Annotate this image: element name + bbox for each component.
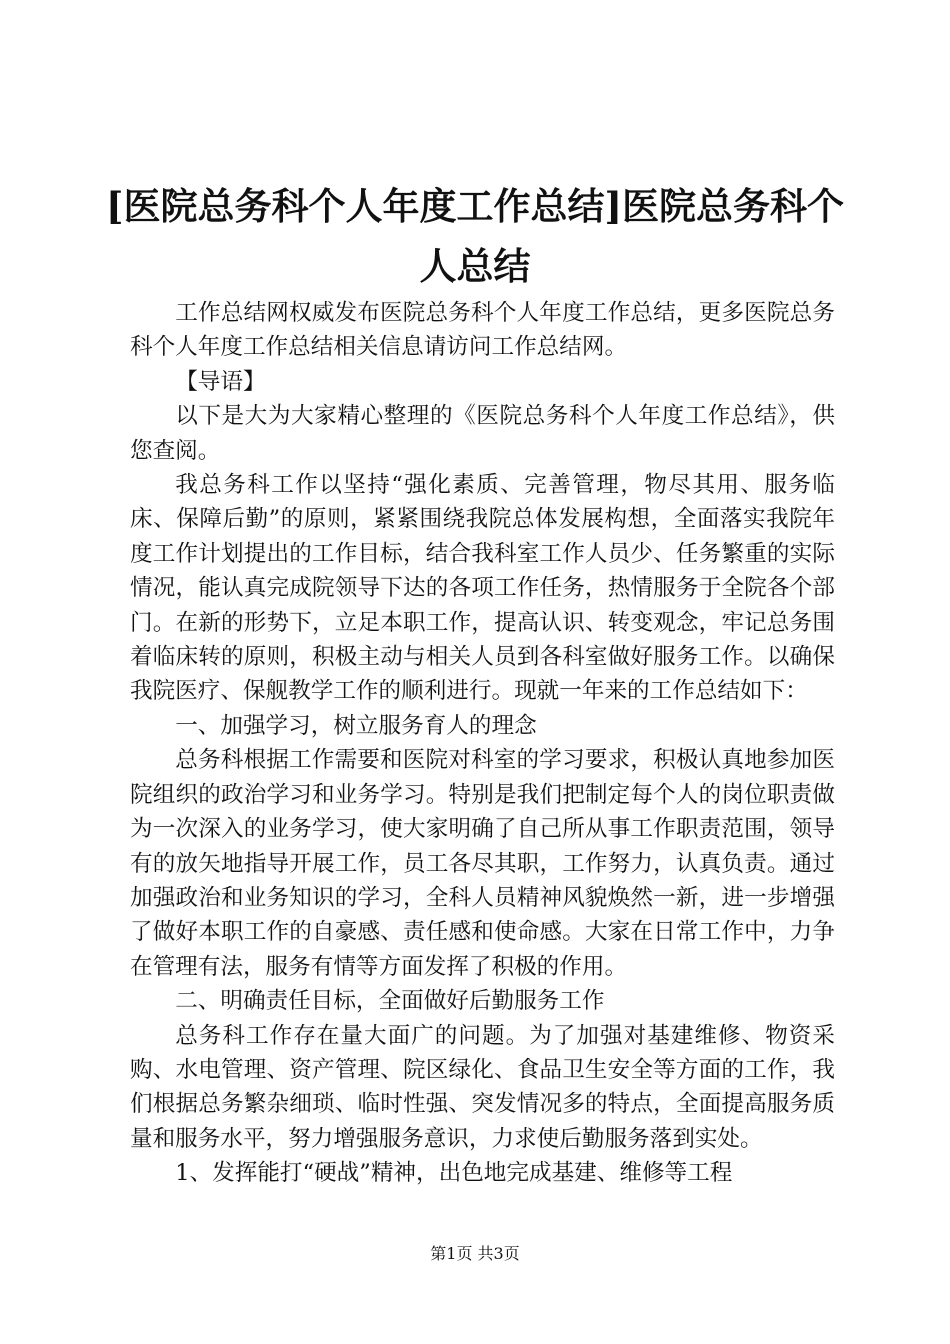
section-heading-2: 二、明确责任目标，全面做好后勤服务工作 [175,988,605,1015]
paragraph-lead-label: 【导语】 [175,368,266,395]
paragraph-section-2: 总务科工作存在量大面广的问题。为了加强对基建维修、物资采购、水电管理、资产管理、院区绿化、食品卫生安全等方面的工作，我们根据总务繁杂细琐、临时性强、突发情况多的特点，全面提高服务质量和服务水平，努力增强服务意识，力求使后勤服务落到实处。 [130,1022,835,1152]
paragraph-overview: 我总务科工作以坚持“强化素质、完善管理，物尽其用、服务临床、保障后勤”的原则，紧紧围绕我院总体发展构想，全面落实我院年度工作计划提出的工作目标，结合我科室工作人员少、任务繁重的实际情况，能认真完成院领导下达的各项工作任务，热情服务于全院各个部门。在新的形势下，立足本职工作，提高认识、转变观念，牢记总务围着临床转的原则，积极主动与相关人员到各科室做好服务工作。以确保我院医疗、保舰教学工作的顺利进行。现就一年来的工作总结如下： [130,472,835,705]
paragraph-intro: 工作总结网权威发布医院总务科个人年度工作总结，更多医院总务科个人年度工作总结相关信息请访问工作总结网。 [130,300,835,361]
document-title [100,176,850,296]
paragraph-lead: 以下是大为大家精心整理的《医院总务科个人年度工作总结》，供您查阅。 [130,403,835,464]
section-heading-1: 一、加强学习，树立服务育人的理念 [175,712,537,739]
page-footer: 第1页 共3页 [430,1244,520,1263]
subsection-heading-1: 1、发挥能打“硬战”精神，出色地完成基建、维修等工程 [175,1160,733,1187]
title-line-2: 人总结 [419,244,531,288]
paragraph-section-1: 总务科根据工作需要和医院对科室的学习要求，积极认真地参加医院组织的政治学习和业务学习。特别是我们把制定每个人的岗位职责做为一次深入的业务学习，使大家明确了自己所从事工作职责范围，领导有的放矢地指导开展工作，员工各尽其职，工作努力，认真负责。通过加强政治和业务知识的学习，全科人员精神风貌焕然一新，进一步增强了做好本职工作的自豪感、责任感和使命感。大家在日常工作中，力争在管理有法，服务有情等方面发挥了积极的作用。 [130,747,835,980]
document-body [130,296,835,1191]
title-line-1: [医院总务科个人年度工作总结]医院总务科个 [105,184,844,228]
